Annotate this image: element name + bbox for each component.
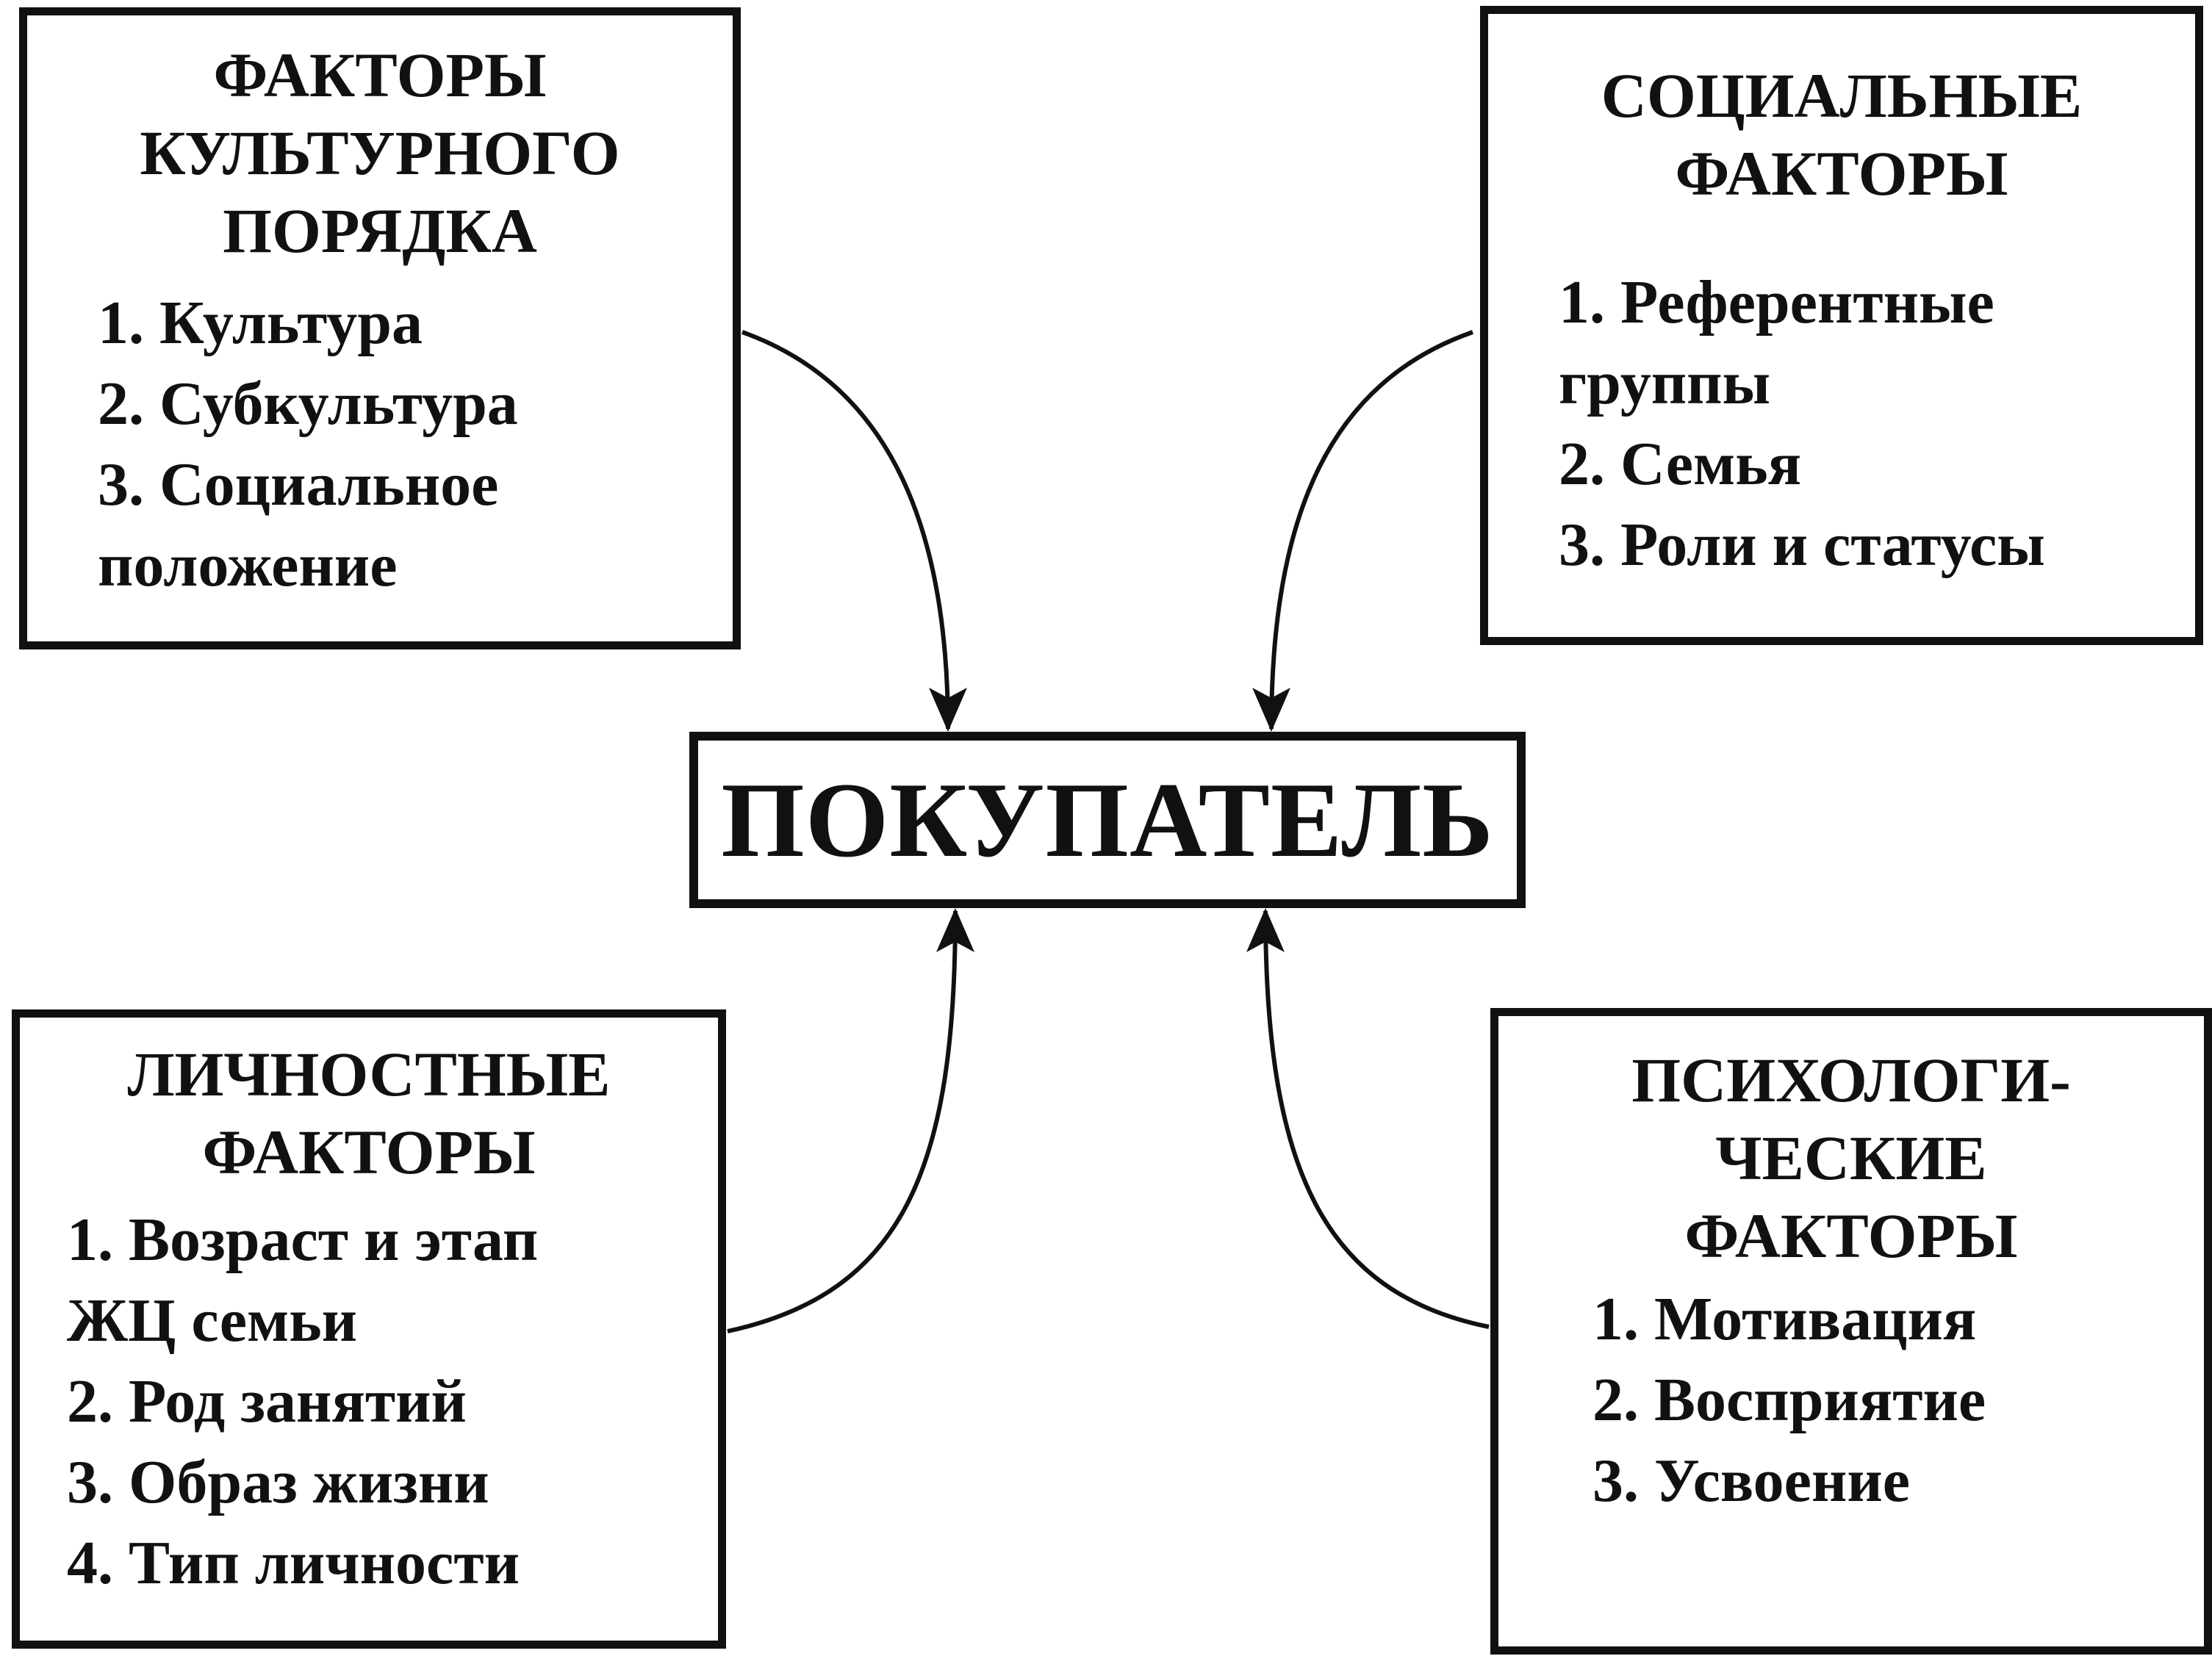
list-item-line: 3. Роли и статусы [1559, 511, 2045, 579]
list-item [1592, 1441, 2204, 1522]
list-item-line: 1. Возраст и этап [67, 1206, 539, 1274]
title-line: ФАКТОРЫ [202, 1117, 536, 1187]
buyer-box [689, 732, 1526, 908]
title-line: ФАКТОРЫ [1684, 1200, 2018, 1271]
list-item [1592, 1279, 2204, 1360]
personal-factors-box [12, 1009, 726, 1649]
list-item-line: 2. Семья [1559, 430, 1802, 498]
list-item-line: группы [1559, 349, 1771, 417]
list-item [1559, 262, 2195, 424]
list-item-line: 1. Культура [98, 289, 423, 357]
list-item [67, 1523, 718, 1604]
list-item [98, 444, 733, 606]
list-item-line: 3. Образ жизни [67, 1448, 489, 1516]
list-item-line: 4. Тип личности [67, 1529, 520, 1597]
list-item-line: 1. Референтные [1559, 268, 1994, 336]
list-item [1559, 424, 2195, 505]
arrowhead-icon [1246, 908, 1285, 952]
arrowhead-icon [1252, 688, 1290, 732]
cultural-factors-list [27, 283, 733, 606]
list-item [1592, 1360, 2204, 1441]
list-item [98, 283, 733, 364]
cultural-factors-box [19, 7, 741, 649]
arrowhead-icon [929, 688, 967, 732]
list-item-line: 2. Род занятий [67, 1367, 467, 1436]
arrow-personal-to-buyer [728, 911, 955, 1331]
list-item-line: 1. Мотивация [1592, 1285, 1977, 1353]
personal-factors-list [20, 1200, 718, 1604]
title-line: ПСИХОЛОГИ- [1631, 1045, 2071, 1115]
cultural-factors-title [27, 36, 733, 270]
list-item-line: положение [98, 531, 398, 600]
title-line: СОЦИАЛЬНЫЕ [1601, 60, 2083, 131]
psychological-factors-title [1498, 1041, 2204, 1275]
social-factors-list [1488, 262, 2195, 586]
title-line: ЧЕСКИЕ [1715, 1123, 1987, 1193]
list-item-line: 2. Восприятие [1592, 1366, 1986, 1434]
arrowhead-icon [936, 908, 974, 952]
psychological-factors-box [1490, 1008, 2212, 1655]
social-factors-title [1488, 57, 2195, 212]
list-item-line: 2. Субкультура [98, 370, 518, 438]
list-item-line: 3. Социальное [98, 450, 499, 519]
buyer-label: ПОКУПАТЕЛЬ [721, 760, 1494, 879]
list-item [67, 1361, 718, 1442]
social-factors-box [1480, 6, 2203, 645]
title-line: КУЛЬТУРНОГО [140, 118, 620, 188]
title-line: ФАКТОРЫ [213, 40, 547, 110]
arrow-psychological-to-buyer [1265, 911, 1489, 1327]
list-item [98, 364, 733, 444]
title-line: ПОРЯДКА [223, 195, 537, 266]
arrow-social-to-buyer [1271, 332, 1473, 729]
title-line: ФАКТОРЫ [1675, 138, 2008, 209]
list-item [1559, 505, 2195, 586]
arrow-cultural-to-buyer [742, 332, 948, 729]
list-item-line: 3. Усвоение [1592, 1447, 1911, 1515]
psychological-factors-list [1498, 1279, 2204, 1522]
list-item [67, 1200, 718, 1361]
list-item [67, 1442, 718, 1523]
title-line: ЛИЧНОСТНЫЕ [127, 1039, 611, 1109]
list-item-line: ЖЦ семьи [67, 1286, 358, 1355]
personal-factors-title [20, 1035, 718, 1191]
